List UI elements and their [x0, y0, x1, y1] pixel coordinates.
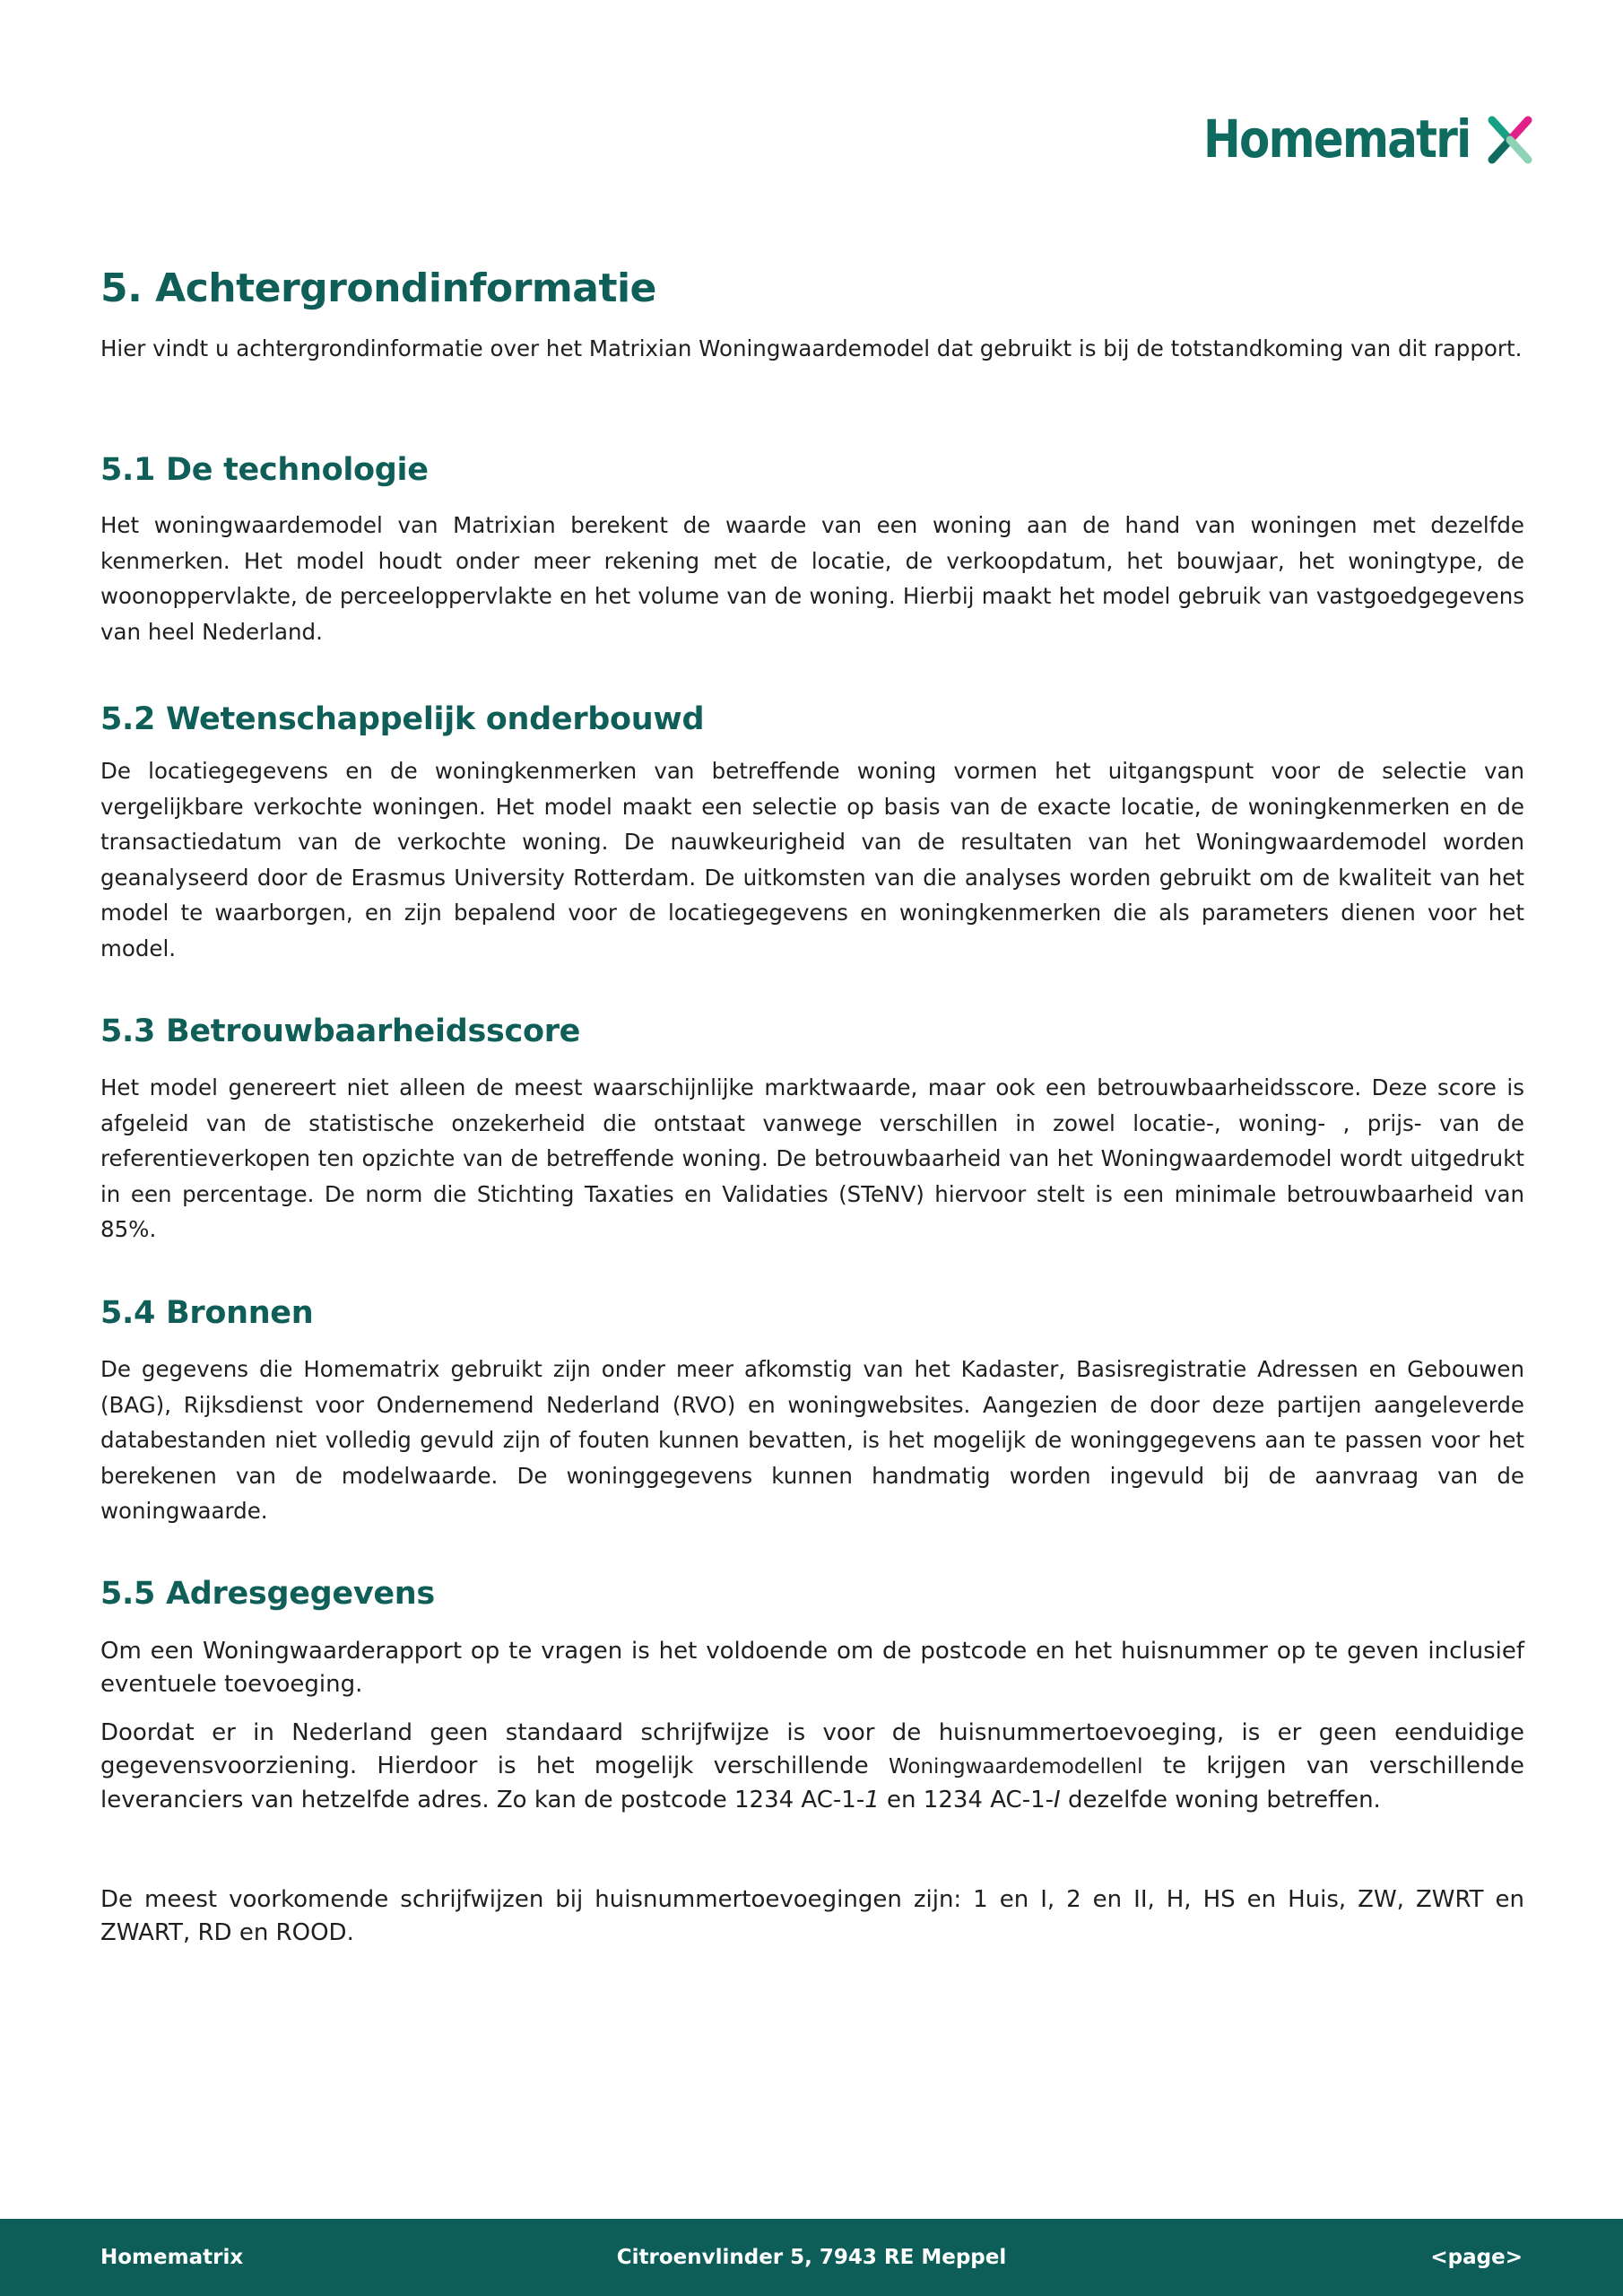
footer-page-number: <page> — [1430, 2246, 1523, 2269]
intro-text: Hier vindt u achtergrondinformatie over het Matrixian Woningwaardemodel dat gebruikt is bij de totstandkoming van dit rapport. — [100, 335, 1523, 361]
section-body-technologie: Het woningwaardemodel van Matrixian berekent de waarde van een woning aan de hand van woningen met dezelfde kenmerken. Het model houdt onder meer rekening met de locatie, de verkoopdatum, het bouwjaar, het woningtype, de woonoppervlakte, de perceeloppervlakte en het volume van de woning. Hierbij maakt het model gebruik van vastgoedgegevens van heel Nederland. — [100, 512, 1524, 645]
adres-paragraph-3: De meest voorkomende schrijfwijzen bij huisnummertoevoegingen zijn: 1 en I, 2 en II, H, HS en Huis, ZW, ZWRT en ZWART, RD en ROOD. — [100, 1886, 1524, 1946]
footer-company: Homematrix — [100, 2246, 244, 2269]
adres-paragraph-1: Om een Woningwaarderapport op te vragen is het voldoende om de postcode en het huisnummer op te geven inclusief eventuele toevoeging. — [100, 1638, 1524, 1698]
page-footer — [0, 2219, 1623, 2296]
logo-x-icon — [1485, 113, 1535, 167]
page-title: 5. Achtergrondinformatie — [100, 265, 656, 311]
section-body-bronnen: De gegevens die Homematrix gebruikt zijn onder meer afkomstig van het Kadaster, Basisregistratie Adressen en Gebouwen (BAG), Rijksdienst voor Ondernemend Nederland (RVO) en woningwebsites. Aangezien de door deze partijen aangeleverde databestanden niet volledig gevuld zijn of fouten kunnen bevatten, is het mogelijk de woninggegevens aan te passen voor het berekenen van de modelwaarde. De woninggegevens kunnen handmatig worden ingevuld bij de aanvraag van de woningwaarde. — [100, 1356, 1524, 1524]
section-heading-bronnen: 5.4 Bronnen — [100, 1295, 314, 1331]
section-heading-technologie: 5.1 De technologie — [100, 452, 429, 488]
homematrix-logo — [1203, 108, 1535, 170]
section-heading-betrouwbaarheid: 5.3 Betrouwbaarheidsscore — [100, 1013, 581, 1049]
section-body-wetenschappelijk: De locatiegegevens en de woningkenmerken van betreffende woning vormen het uitgangspunt voor de selectie van vergelijkbare verkochte woningen. Het model maakt een selectie op basis van de exacte locatie, de woningkenmerken en de transactiedatum van de verkochte woning. De nauwkeurigheid van de resultaten van het Woningwaardemodel worden geanalyseerd door de Erasmus University Rotterdam. De uitkomsten van die analyses worden gebruikt om de kwaliteit van het model te waarborgen, en zijn bepalend voor de locatiegegevens en woningkenmerken die als parameters dienen voor het model. — [100, 758, 1524, 961]
footer-address: Citroenvlinder 5, 7943 RE Meppel — [616, 2246, 1007, 2269]
section-heading-wetenschappelijk: 5.2 Wetenschappelijk onderbouwd — [100, 701, 705, 737]
logo-wordmark: Homematri — [1203, 109, 1471, 170]
adres-paragraph-2: Doordat er in Nederland geen standaard schrijfwijze is voor de huisnummertoevoeging, is er geen eenduidige gegevensvoorziening. Hierdoor is het mogelijk verschillende Woningwaardemodellenl te krijgen van verschillende leveranciers van hetzelfde adres. Zo kan de postcode 1234 AC-1-1 en 1234 AC-1-I dezelfde woning betreffen. — [100, 1719, 1524, 1813]
section-heading-adresgegevens: 5.5 Adresgegevens — [100, 1576, 435, 1612]
section-body-betrouwbaarheid: Het model genereert niet alleen de meest waarschijnlijke marktwaarde, maar ook een betrouwbaarheidsscore. Deze score is afgeleid van de statistische onzekerheid die ontstaat vanwege verschillen in zowel locatie-, woning- , prijs- van de referentieverkopen ten opzichte van de betreffende woning. De betrouwbaarheid van het Woningwaardemodel wordt uitgedrukt in een percentage. De norm die Stichting Taxaties en Validaties (STeNV) hiervoor stelt is een minimale betrouwbaarheid van 85%. — [100, 1074, 1524, 1242]
